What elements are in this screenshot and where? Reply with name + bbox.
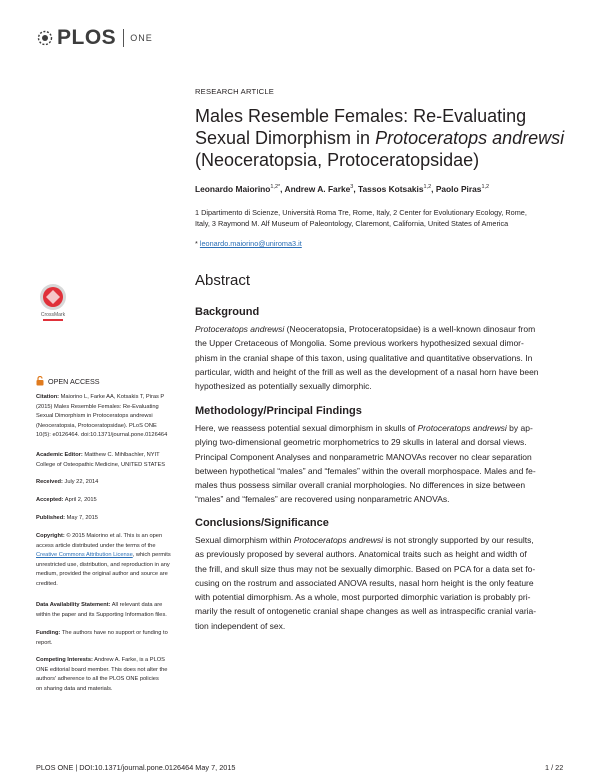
page-number: 1 / 22 bbox=[545, 763, 564, 772]
open-access-label: OPEN ACCESS bbox=[48, 376, 100, 386]
paragraph-line: Principal Component Analyses and nonparametric MANOVAs recover no clear separation bbox=[195, 451, 532, 462]
author[interactable]: Tassos Kotsakis$^{1,2}$ bbox=[358, 184, 432, 194]
license-link[interactable]: Creative Commons Attribution License bbox=[36, 552, 133, 559]
article-title bbox=[195, 105, 585, 171]
logo-name: PLOS bbox=[57, 26, 117, 49]
logo-divider bbox=[123, 29, 124, 47]
paragraph-line: the Upper Cretaceous of Mongolia. Some previous workers hypothesized sexual dimor- bbox=[195, 338, 524, 349]
paragraph-line: cusing on the rostrum and associated ANOVA results, nasal horn height is the only feature bbox=[195, 577, 534, 588]
data-availability-block: Data Availability Statement: All relevant data are within the paper and its Supporting Information files. bbox=[36, 602, 167, 618]
methodology-paragraph bbox=[195, 421, 563, 507]
logo-journal: ONE bbox=[130, 33, 153, 43]
paragraph-line: particular, width and height of the frill as well as the development of a nasal horn have been bbox=[195, 366, 539, 377]
paragraph-line: marily the result of ontogenetic cranial shape changes as well as intraspecific cranial varia- bbox=[195, 606, 537, 617]
paragraph-line: Protoceratops andrewsi (Neoceratopsia, Protoceratopsidae) is a well-known dinosaur from bbox=[195, 324, 536, 334]
paragraph-line: phism in the cranial shape of this taxon, using qualitative and quantitative observations. In bbox=[195, 352, 533, 363]
affiliation-line: Italy, 3 Raymond M. Alf Museum of Paleontology, Claremont, California, United States of America bbox=[195, 219, 509, 228]
author[interactable]: Leonardo Maiorino$^{1,2*}$ bbox=[195, 184, 281, 194]
crossmark-badge[interactable] bbox=[37, 282, 69, 324]
received-date: Received: July 22, 2014 bbox=[36, 479, 99, 485]
page-footer: PLOS ONE | DOI:10.1371/journal.pone.0126464 May 7, 2015 bbox=[36, 763, 236, 772]
paragraph-line: males thus possess similar overall cranial morphologies. No differences in size between bbox=[195, 480, 526, 491]
author-list: Leonardo Maiorino$^{1,2*}$, Andrew A. Farke$^3$, Tassos Kotsakis$^{1,2}$, Paolo Piras$^{1,2}$ bbox=[195, 184, 490, 194]
paragraph-line: Here, we reassess potential sexual dimorphism in skulls of Protoceratops andrewsi by ap- bbox=[195, 423, 533, 433]
affiliations bbox=[195, 207, 560, 229]
plos-one-logo[interactable] bbox=[36, 26, 153, 50]
paragraph-line: the frill, and skull size thus may not be sexually dimorphic. Based on PCA for a data set fo- bbox=[195, 563, 536, 574]
affiliation-line: 1 Dipartimento di Scienze, Università Roma Tre, Rome, Italy, 2 Center for Evolutionary Ecology, Rome, bbox=[195, 208, 527, 217]
paragraph-line: “males” and “females” are recovered using nonparametric ANOVAs. bbox=[195, 494, 450, 505]
paragraph-line: Sexual dimorphism within Protoceratops andrewsi is not strongly supported by our results, bbox=[195, 535, 534, 545]
section-heading-methodology: Methodology/Principal Findings bbox=[195, 405, 362, 417]
email-link[interactable]: leonardo.maiorino@uniroma3.it bbox=[199, 239, 302, 248]
copyright-block: Copyright: © 2015 Maiorino et al. This is an open access article distributed under the terms of the Creative Commons Attribution License, which permits unrestricted use, distribution, and reproduction in any medium, provided the original author and source are credited. bbox=[36, 533, 171, 587]
author[interactable]: Andrew A. Farke$^3$ bbox=[284, 184, 354, 194]
competing-interests-block: Competing Interests: Andrew A. Farke, is a PLOS ONE editorial board member. This does not alter the authors' adherence to all the PLOS ONE policies on sharing data and materials. bbox=[36, 657, 168, 692]
corresponding-email: * leonardo.maiorino@uniroma3.it bbox=[195, 239, 302, 248]
title-line-2: Sexual Dimorphism in Protoceratops andrewsi bbox=[195, 128, 565, 148]
open-access-badge bbox=[36, 376, 100, 386]
paragraph-line: tion independent of sex. bbox=[195, 620, 286, 631]
published-date: Published: May 7, 2015 bbox=[36, 515, 98, 521]
title-line-3: (Neoceratopsia, Protoceratopsidae) bbox=[195, 150, 480, 170]
title-line-1: Males Resemble Females: Re-Evaluating bbox=[195, 106, 527, 126]
background-paragraph bbox=[195, 322, 563, 393]
open-lock-icon bbox=[36, 376, 44, 386]
conclusions-paragraph bbox=[195, 533, 563, 633]
article-type: RESEARCH ARTICLE bbox=[195, 87, 275, 96]
paragraph-line: hypothesized as potentially sexually dimorphic. bbox=[195, 381, 372, 392]
citation-block: Citation: Maiorino L, Farke AA, Kotsakis T, Piras P (2015) Males Resemble Females: Re-Evaluating Sexual Dimorphism in Protoceratops andrewsi (Neoceratopsia, Protoceratopsidae). PLoS ONE 10(5): e0126464. doi:10.1371/journal.pone.0126464 bbox=[36, 394, 168, 439]
academic-editor-block: Academic Editor: Matthew C. Mihlbachler, NYIT College of Osteopathic Medicine, UNITED STATES bbox=[36, 452, 166, 468]
paragraph-line: between hypothetical “males” and “females” within the overall morphospace. Males and fe- bbox=[195, 465, 536, 476]
paragraph-line: as previously proposed by several authors. Anatomical traits such as height and width of bbox=[195, 549, 527, 560]
crossmark-label: CrossMark bbox=[40, 312, 66, 318]
section-heading-conclusions: Conclusions/Significance bbox=[195, 517, 329, 529]
funding-block: Funding: The authors have no support or funding to report. bbox=[36, 630, 168, 646]
plos-logo-icon bbox=[36, 29, 54, 47]
paragraph-line: with potential dimorphism. As a whole, most purported dimorphic variation is probably pri- bbox=[195, 592, 531, 603]
author[interactable]: Paolo Piras$^{1,2}$ bbox=[435, 184, 490, 194]
abstract-heading: Abstract bbox=[195, 272, 251, 289]
paragraph-line: plying two-dimensional geometric morphometrics to 29 skulls in lateral and dorsal views. bbox=[195, 437, 527, 448]
accepted-date: Accepted: April 2, 2015 bbox=[36, 497, 97, 503]
section-heading-background: Background bbox=[195, 306, 260, 318]
